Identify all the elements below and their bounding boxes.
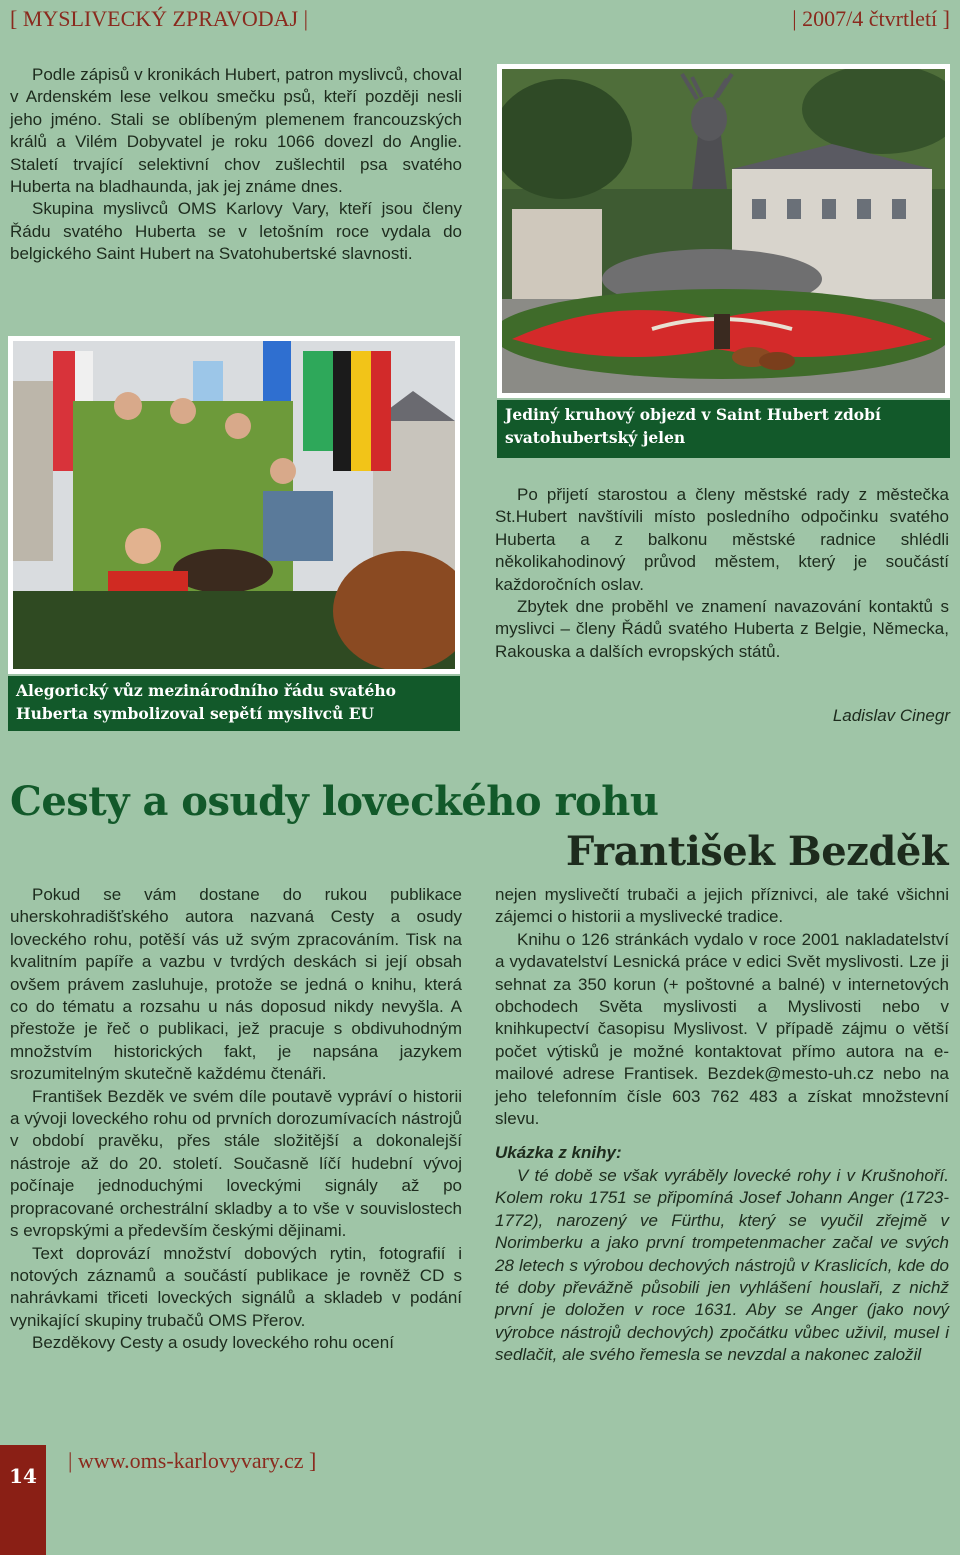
article-left-column [10, 884, 462, 1355]
allegorical-wagon-photo [8, 336, 460, 674]
article-paragraph-1: Pokud se vám dostane do rukou publikace uherskohradišťského autora nazvaná Cesty a osudy loveckého rohu, potěší vás už svým zpracováním. Tisk na kvalitním papíře a vazbu v tvrdých deskách si její obsah ovšem právem zasluhuje, protože se jedná o knihu, která co do tématu a rozsahu u nás doposud nikdy nevyšla. A přestože je řeč o publikaci, jež pracuje s obdivuhodným množstvím historických fakt, je napsána jazykem srozumitelným skutečně každému čtenáři. [10, 885, 462, 1084]
sample-quote [495, 1165, 949, 1367]
intro-text [10, 64, 462, 266]
wagon-photo-caption: Alegorický vůz mezinárodního řádu svatého Huberta symbolizoval sepětí myslivců EU [8, 676, 460, 731]
intro-paragraph-1: Podle zápisů v kronikách Hubert, patron myslivců, choval v Ardenském lese velkou smečku psů, kteří později nesli jeho jméno. Stali se oblíbeným plemenem francouzských králů a Vilém Dobyvatel je roku 1066 dovezl do Anglie. Staletí trvající selektivní chov zušlechtil psa svatého Huberta na bladhaunda, jak jej známe dnes. [10, 65, 462, 197]
visit-text [495, 484, 949, 663]
roundabout-photo-caption: Jediný kruhový objezd v Saint Hubert zdobí svatohubertský jelen [497, 400, 950, 458]
visit-paragraph-1: Po přijetí starostou a členy městské rady z městečka St.Hubert navštívili místo posledního odpočinku svatého Huberta a z balkonu městské radnice shlédli několikahodinový průvod městem, který je součástí každoročních oslav. [495, 485, 949, 594]
author-signature: Ladislav Cinegr [832, 706, 950, 725]
page-number-box [0, 1445, 46, 1555]
article-right-column [495, 884, 949, 1367]
issue-label: | 2007/4 čtvrtletí ] [792, 6, 950, 31]
article-paragraph-3: Text doprovází množství dobových rytin, fotografií i notových záznamů a součástí publikace je rovněž CD s nahrávkami třiceti loveckých signálů a skladeb v podání vynikající skupiny trubačů OMS Přerov. [10, 1243, 462, 1330]
magazine-title: [ MYSLIVECKÝ ZPRAVODAJ | [10, 6, 308, 31]
article-paragraph-2: František Bezděk ve svém díle poutavě vypráví o historii a vývoji loveckého rohu od prvních dorozumívacích nástrojů v období pravěku, přes stále složitější a dokonalejší nástroje až do 20. století. Současně líčí hudební vývoj počínaje jednoduchými loveckými signály až po propracované orchestrální skladby a to vše v souvislostech s evropskými a především českými dějinami. [10, 1086, 462, 1241]
roundabout-stag-image [502, 69, 945, 393]
article-title: Cesty a osudy loveckého rohu [10, 778, 659, 825]
visit-paragraph-2: Zbytek dne proběhl ve znamení navazování kontaktů s myslivci – členy Řádů svatého Huberta z Belgie, Německa, Rakouska a dalších evropských států. [495, 597, 949, 661]
roundabout-stag-photo [497, 64, 950, 398]
sample-text: V té době se však vyráběly lovecké rohy i v Krušnohoří. Kolem roku 1751 se připomíná Josef Johann Anger (1723-1772), narozený ve Fürthu, který se vyučil zřejmě v Norimberku a jako první trompetenmacher začal ve svých 28 letech s výrobou dechových nástrojů v Kraslicích, kde do té doby převážně působili jen vyhlášení houslaři, z nichž první je doložen v roce 1631. Aby se Anger (jako nový výrobce nástrojů dechových) zpočátku vůbec uživil, musel i sedlačit, ale svého řemesla se nevzdal a nakonec založil [495, 1165, 949, 1365]
article-paragraph-5: nejen myslivečtí trubači a jejich příznivci, ale také všichni zájemci o historii a myslivecké tradice. [495, 885, 949, 927]
page-number: 14 [9, 1464, 37, 1488]
footer-url: | www.oms-karlovyvary.cz ] [68, 1448, 317, 1473]
allegorical-wagon-image [13, 341, 455, 669]
article-author: František Bezděk [565, 828, 948, 875]
article-paragraph-6: Knihu o 126 stránkách vydalo v roce 2001 nakladatelství a vydavatelství Lesnická práce v edici Svět myslivosti. Lze ji sehnat za 350 korun (+ poštovné a balné) v internetových obchodech Světa myslivosti a Myslivosti nebo v knihkupectví časopisu Myslivost. V případě zájmu o větší počet výtisků je možné kontaktovat přímo autora na e-mailové adrese Frantisek. Bezdek@mesto-uh.cz nebo na jeho telefonním čísle 603 762 483 a získat množstevní slevu. [495, 929, 949, 1129]
article-paragraph-4: Bezděkovy Cesty a osudy loveckého rohu ocení [32, 1333, 394, 1353]
sample-label: Ukázka z knihy: [495, 1143, 622, 1163]
intro-paragraph-2: Skupina myslivců OMS Karlovy Vary, kteří jsou členy Řádu svatého Huberta se v letošním roce vydala do belgického Saint Hubert na Svatohubertské slavnosti. [10, 199, 462, 264]
